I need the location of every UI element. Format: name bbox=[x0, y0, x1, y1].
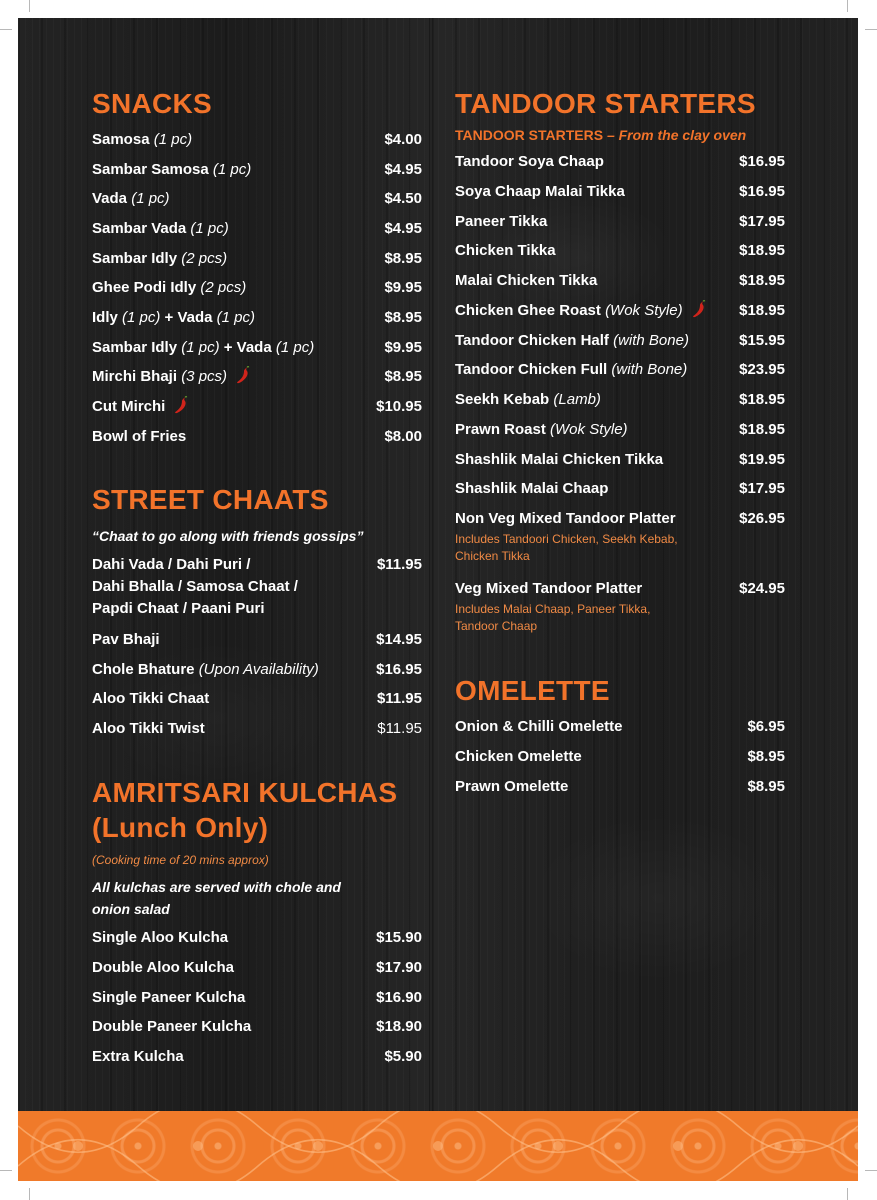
item-quantity: (1 pc) bbox=[131, 190, 170, 207]
item-name: Chicken Tikka bbox=[455, 242, 556, 259]
item-price: $26.95 bbox=[739, 510, 785, 527]
item-name: Seekh Kebab bbox=[455, 391, 550, 408]
item-price: $11.95 bbox=[376, 556, 422, 573]
item-description: Includes Malai Chaap, Paneer Tikka, Tandoor Chaap bbox=[455, 602, 651, 633]
item-name: Chole Bhature bbox=[92, 661, 195, 678]
ornamental-footer-banner bbox=[18, 1111, 858, 1181]
item-name: Onion & Chilli Omelette bbox=[455, 718, 623, 735]
item-name: Idly bbox=[92, 309, 118, 326]
item-price: $5.90 bbox=[384, 1048, 422, 1065]
item-quantity: (1 pc) bbox=[122, 309, 161, 326]
item-price: $18.90 bbox=[376, 1018, 422, 1035]
item-quantity: (Wok Style) bbox=[605, 302, 683, 319]
floral-pattern-icon bbox=[18, 1111, 858, 1181]
item-name: Bowl of Fries bbox=[92, 428, 187, 445]
item-quantity: (2 pcs) bbox=[200, 279, 247, 296]
item-name: Veg Mixed Tandoor Platter bbox=[455, 580, 643, 597]
wood-seam bbox=[429, 18, 433, 1111]
item-name: Shashlik Malai Chaap bbox=[455, 480, 609, 497]
item-price: $17.95 bbox=[739, 480, 785, 497]
item-price: $18.95 bbox=[739, 242, 785, 259]
item-name: Mirchi Bhaji bbox=[92, 368, 178, 385]
item-name: Soya Chaap Malai Tikka bbox=[455, 183, 625, 200]
tandoor-subtitle bbox=[455, 127, 746, 143]
item-name-extra: + Vada bbox=[164, 309, 213, 326]
item-name: Chicken Omelette bbox=[455, 748, 582, 765]
item-quantity: (1 pc) bbox=[190, 220, 229, 237]
item-quantity: (2 pcs) bbox=[181, 250, 228, 267]
kulchas-heading: AMRITSARI KULCHAS bbox=[92, 777, 398, 808]
item-name: Cut Mirchi bbox=[92, 398, 166, 415]
item-price: $6.95 bbox=[747, 718, 785, 735]
street-chaats-tagline: “Chaat to go along with friends gossips” bbox=[92, 528, 364, 544]
item-name: Single Aloo Kulcha bbox=[92, 929, 229, 946]
item-name: Paneer Tikka bbox=[455, 213, 548, 230]
crop-mark bbox=[0, 29, 12, 30]
crop-mark bbox=[865, 29, 877, 30]
item-name-line: Dahi Vada / Dahi Puri / bbox=[92, 556, 251, 573]
crop-mark bbox=[29, 0, 30, 12]
item-price: $4.00 bbox=[384, 131, 422, 148]
item-price: $8.95 bbox=[747, 748, 785, 765]
item-quantity-extra: (1 pc) bbox=[216, 309, 255, 326]
item-price: $18.95 bbox=[739, 272, 785, 289]
item-quantity: (3 pcs) bbox=[181, 368, 228, 385]
item-name: Pav Bhaji bbox=[92, 631, 160, 648]
item-name: Sambar Samosa bbox=[92, 161, 209, 178]
item-price: $16.95 bbox=[376, 661, 422, 678]
omelette-heading: OMELETTE bbox=[455, 675, 610, 706]
kulchas-heading-sub: (Lunch Only) bbox=[92, 812, 269, 843]
item-price: $14.95 bbox=[376, 631, 422, 648]
item-name-extra: + Vada bbox=[223, 339, 272, 356]
item-name: Aloo Tikki Twist bbox=[92, 720, 205, 737]
item-price: $8.95 bbox=[384, 250, 422, 267]
item-name: Single Paneer Kulcha bbox=[92, 989, 246, 1006]
item-name: Non Veg Mixed Tandoor Platter bbox=[455, 510, 676, 527]
item-price: $8.95 bbox=[384, 309, 422, 326]
crop-mark bbox=[865, 1170, 877, 1171]
item-name-line: Papdi Chaat / Paani Puri bbox=[92, 600, 265, 617]
street-chaats-heading: STREET CHAATS bbox=[92, 484, 329, 515]
item-price: $16.90 bbox=[376, 989, 422, 1006]
item-quantity: (1 pc) bbox=[153, 131, 193, 148]
item-quantity: (Wok Style) bbox=[550, 421, 628, 438]
item-price: $4.95 bbox=[384, 220, 422, 237]
item-price: $8.00 bbox=[384, 428, 422, 445]
item-price: $8.95 bbox=[747, 778, 785, 795]
item-price: $18.95 bbox=[739, 391, 785, 408]
item-name: Malai Chicken Tikka bbox=[455, 272, 598, 289]
tandoor-starters-heading: TANDOOR STARTERS bbox=[455, 88, 756, 119]
item-name: Double Paneer Kulcha bbox=[92, 1018, 252, 1035]
item-name: Sambar Idly bbox=[92, 250, 178, 267]
item-name: Tandoor Chicken Half bbox=[455, 332, 609, 349]
item-price: $9.95 bbox=[384, 339, 422, 356]
chili-pepper-icon bbox=[173, 396, 189, 414]
item-price: $9.95 bbox=[384, 279, 422, 296]
crop-mark bbox=[847, 1188, 848, 1200]
item-name: Chicken Ghee Roast bbox=[455, 302, 601, 319]
crop-mark bbox=[29, 1188, 30, 1200]
item-price: $10.95 bbox=[376, 398, 422, 415]
item-name: Extra Kulcha bbox=[92, 1048, 184, 1065]
item-price: $4.95 bbox=[384, 161, 422, 178]
item-quantity-extra: (1 pc) bbox=[275, 339, 315, 356]
crop-mark bbox=[0, 1170, 12, 1171]
item-name: Prawn Omelette bbox=[455, 778, 569, 795]
item-price: $23.95 bbox=[739, 361, 785, 378]
item-name: Tandoor Soya Chaap bbox=[455, 153, 604, 170]
item-name: Samosa bbox=[92, 131, 150, 148]
item-name: Aloo Tikki Chaat bbox=[92, 690, 210, 707]
crop-mark bbox=[847, 0, 848, 12]
snacks-heading: SNACKS bbox=[92, 88, 213, 119]
kulchas-tagline: All kulchas are served with chole and onion salad bbox=[92, 879, 341, 917]
item-price: $17.90 bbox=[376, 959, 422, 976]
item-price: $11.95 bbox=[376, 690, 422, 707]
tandoor-subtitle-emphasis: – From the clay oven bbox=[606, 127, 747, 143]
item-quantity: (with Bone) bbox=[611, 361, 688, 378]
item-price: $16.95 bbox=[739, 183, 785, 200]
item-price: $8.95 bbox=[384, 368, 422, 385]
item-name: Vada bbox=[92, 190, 128, 207]
item-price: $4.50 bbox=[384, 190, 422, 207]
item-price: $19.95 bbox=[739, 451, 785, 468]
item-name: Shashlik Malai Chicken Tikka bbox=[455, 451, 664, 468]
item-name: Tandoor Chicken Full bbox=[455, 361, 608, 378]
item-name: Prawn Roast bbox=[455, 421, 546, 438]
item-name-line: Dahi Bhalla / Samosa Chaat / bbox=[92, 578, 298, 595]
item-price: $18.95 bbox=[739, 302, 785, 319]
item-price: $18.95 bbox=[739, 421, 785, 438]
kulchas-note: (Cooking time of 20 mins approx) bbox=[92, 853, 269, 867]
tandoor-subtitle-text: TANDOOR STARTERS bbox=[455, 127, 604, 143]
item-quantity: (Upon Availability) bbox=[198, 661, 319, 678]
item-name: Sambar Idly bbox=[92, 339, 178, 356]
item-price: $24.95 bbox=[739, 580, 785, 597]
item-quantity: (1 pc) bbox=[181, 339, 220, 356]
item-description: Includes Tandoori Chicken, Seekh Kebab, Chicken Tikka bbox=[455, 532, 678, 563]
item-name: Double Aloo Kulcha bbox=[92, 959, 234, 976]
item-price: $16.95 bbox=[739, 153, 785, 170]
item-price: $17.95 bbox=[739, 213, 785, 230]
item-quantity: (1 pc) bbox=[212, 161, 252, 178]
item-price: $15.90 bbox=[376, 929, 422, 946]
item-quantity: (with Bone) bbox=[613, 332, 689, 349]
item-name: Ghee Podi Idly bbox=[92, 279, 197, 296]
chili-pepper-icon bbox=[691, 300, 707, 318]
item-name: Sambar Vada bbox=[92, 220, 187, 237]
item-price: $15.95 bbox=[739, 332, 785, 349]
chili-pepper-icon bbox=[235, 366, 251, 384]
item-price: $11.95 bbox=[377, 720, 422, 737]
menu-board bbox=[18, 18, 858, 1181]
item-quantity: (Lamb) bbox=[553, 391, 601, 408]
